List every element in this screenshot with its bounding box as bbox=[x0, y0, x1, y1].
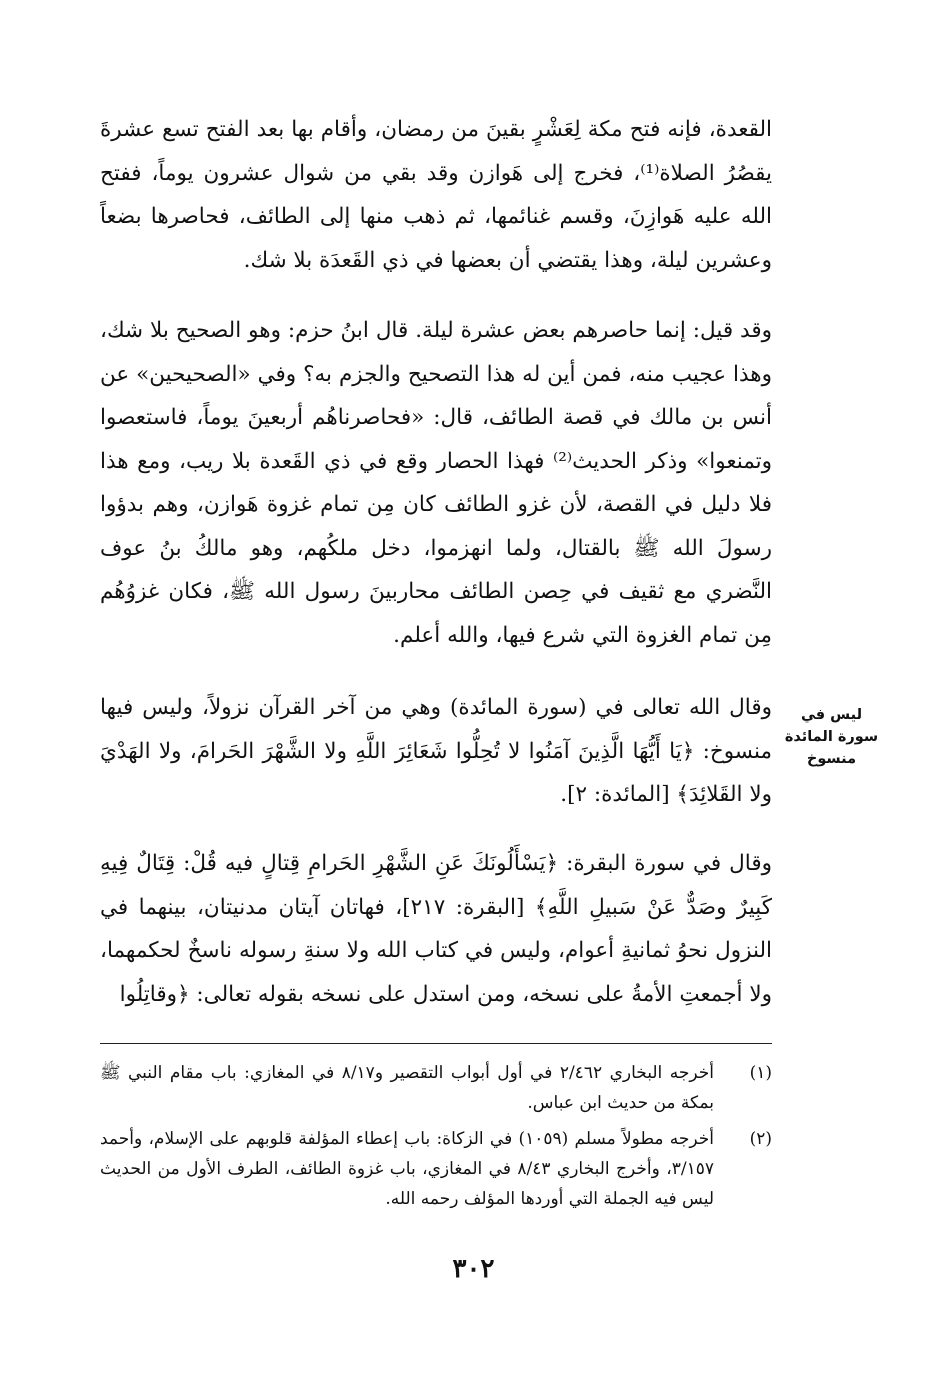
body-paragraph-4: وقال في سورة البقرة: ﴿يَسْأَلُونَكَ عَنِ الشَّهْرِ الحَرامِ قِتالٍ فيه قُلْ: قِتَالٌ فِيهِ كَبِيرٌ وصَدٌّ عَنْ سَبيلِ اللَّهِ﴾ [البقرة: ٢١٧]، فهاتان آيتان مدنيتان، بينهما في النزول نحوُ ثمانيةِ أعوام، وليس في كتاب الله ولا سنةِ رسوله ناسخٌ لحكمهما، ولا أجمعتِ الأمةُ على نسخه، ومن استدل على نسخه بقوله تعالى: ﴿وقاتِلُوا bbox=[100, 851, 772, 1007]
body-paragraph-2: وقد قيل: إنما حاصرهم بعض عشرة ليلة. قال ابنُ حزم: وهو الصحيح بلا شك، وهذا عجيب منه، فمن أين له هذا التصحيح والجزم به؟ وفي «الصحيحين» عن أنس بن مالك في قصة الطائف، قال: «فحاصرناهُم أربعينَ يوماً، فاستعصوا وتمنعوا» وذكر الحديث⁽²⁾ فهذا الحصار وقع في ذي القَعدة بلا ريب، ومع هذا فلا دليل في القصة، لأن غزو الطائف كان مِن تمام غزوة هَوازن، وهم بدؤوا رسولَ الله ﷺ بالقتال، ولما انهزموا، دخل ملكُهم، وهو مالكُ بنُ عوف النَّضري مع ثقيف في حِصن الطائف محاربينَ رسول الله ﷺ، فكان غزوُهُم مِن تمام الغزوة التي شرع فيها، والله أعلم. bbox=[100, 318, 772, 648]
footnote-1 bbox=[100, 1058, 772, 1118]
page-number: ٣٠٢ bbox=[452, 1254, 495, 1284]
footnote-text: أخرجه مطولاً مسلم (١٠٥٩) في الزكاة: باب إعطاء المؤلفة قلوبهم على الإسلام، وأحمد ٣/١٥٧، وأخرج البخاري ٨/٤٣ في المغازي، باب غزوة الطائف، الطرف الأول من الحديث ليس فيه الجملة التي أوردها المؤلف رحمه الله. bbox=[100, 1129, 714, 1209]
margin-note-line-2: منسوخ bbox=[806, 751, 857, 767]
footnote-text: أخرجه البخاري ٢/٤٦٢ في أول أبواب التقصير و٨/١٧ في المغازي: باب مقام النبي ﷺ بمكة من حديث ابن عباس. bbox=[100, 1063, 714, 1113]
footnote-2 bbox=[100, 1124, 772, 1214]
footnote-number: (٢) bbox=[749, 1129, 772, 1149]
footnote-divider bbox=[100, 1043, 772, 1044]
footnotes bbox=[100, 1058, 772, 1220]
margin-note-line-1: ليس في سورة المائدة bbox=[784, 707, 879, 745]
margin-note bbox=[784, 704, 879, 770]
body-paragraph-3: وقال الله تعالى في (سورة المائدة) وهي من آخر القرآن نزولاً، وليس فيها منسوخ: ﴿يَا أَيُّهَا الَّذِينَ آمَنُوا لا تُحِلُّوا شَعَائِرَ اللَّهِ ولا الشَّهْرَ الحَرامَ، ولا الهَدْيَ ولا القَلائِدَ﴾ [المائدة: ٢]. bbox=[100, 695, 772, 807]
body-paragraph-1: القعدة، فإنه فتح مكة لِعَشْرٍ بقينَ من رمضان، وأقام بها بعد الفتح تسع عشرةَ يقصُرُ الصلاة⁽¹⁾، فخرج إلى هَوازن وقد بقي من شوال عشرون يوماً، ففتح الله عليه هَوازِنَ، وقسم غنائمها، ثم ذهب منها إلى الطائف، فحاصرها بضعاً وعشرين ليلة، وهذا يقتضي أن بعضها في ذي القَعدَة بلا شك. bbox=[100, 117, 772, 273]
footnote-number: (١) bbox=[749, 1063, 772, 1083]
